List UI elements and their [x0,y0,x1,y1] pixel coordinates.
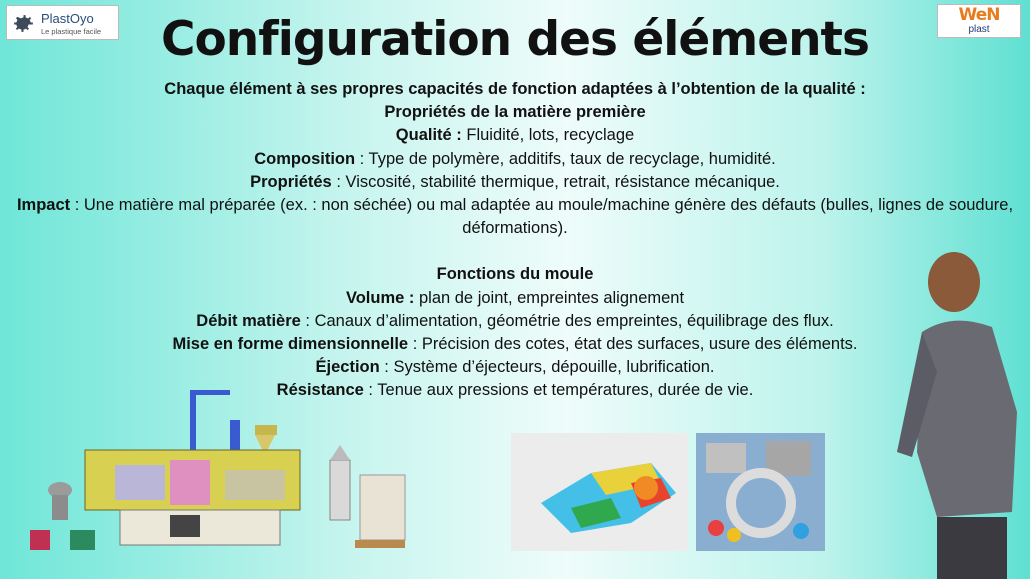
item-text: : Précision des cotes, état des surfaces, usure des éléments. [408,335,858,354]
section2-heading: Fonctions du moule [436,265,594,284]
item-label: Propriétés [250,172,332,191]
item-label: Qualité : [395,126,462,145]
item-text: plan de joint, empreintes alignement [414,288,685,307]
intro-text: Chaque élément à ses propres capacités de fonction adaptées à l’obtention de la qualité : [164,80,866,98]
item-label: Mise en forme dimensionnelle [172,335,409,354]
section2-item [0,310,1030,333]
section1-item [0,124,1030,147]
item-label: Composition [254,149,356,168]
section1-item [0,194,1030,240]
mold-parts-image [696,433,825,551]
item-text: : Canaux d’alimentation, géométrie des empreintes, équilibrage des flux. [300,311,834,330]
item-text: : Viscosité, stabilité thermique, retrait, résistance mécanique. [331,172,780,191]
content-text [0,78,1030,403]
section2-item [0,287,1030,310]
section1-item [0,171,1030,194]
section2-item [0,333,1030,356]
brand-name: PlastOyo [41,11,94,26]
logo-subword: plast [968,24,990,35]
mold-flow-simulation-image [511,433,688,551]
item-label: Résistance [276,381,364,400]
page-title: Configuration des éléments [161,12,869,67]
section1-item [0,148,1030,171]
logo-word: WeN [958,5,1000,25]
item-text: Fluidité, lots, recyclage [461,126,635,145]
brand-tagline: Le plastique facile [41,27,102,36]
item-label: Impact [16,196,71,215]
item-label: Volume : [345,288,415,307]
item-text: : Type de polymère, additifs, taux de recyclage, humidité. [355,149,776,168]
injection-machine-illustration [30,390,408,555]
presenter-image [892,252,1030,579]
item-text: : Tenue aux pressions et températures, durée de vie. [363,381,754,400]
item-label: Éjection [315,358,380,377]
item-text: : Une matière mal préparée (ex. : non séchée) ou mal adaptée au moule/machine génère des défauts (bulles, lignes de soudure, déformations). [70,196,1014,238]
item-text: : Système d’éjecteurs, dépouille, lubrification. [379,358,715,377]
section1-heading: Propriétés de la matière première [384,103,646,122]
item-label: Débit matière [196,311,301,330]
section2-item [0,356,1030,379]
